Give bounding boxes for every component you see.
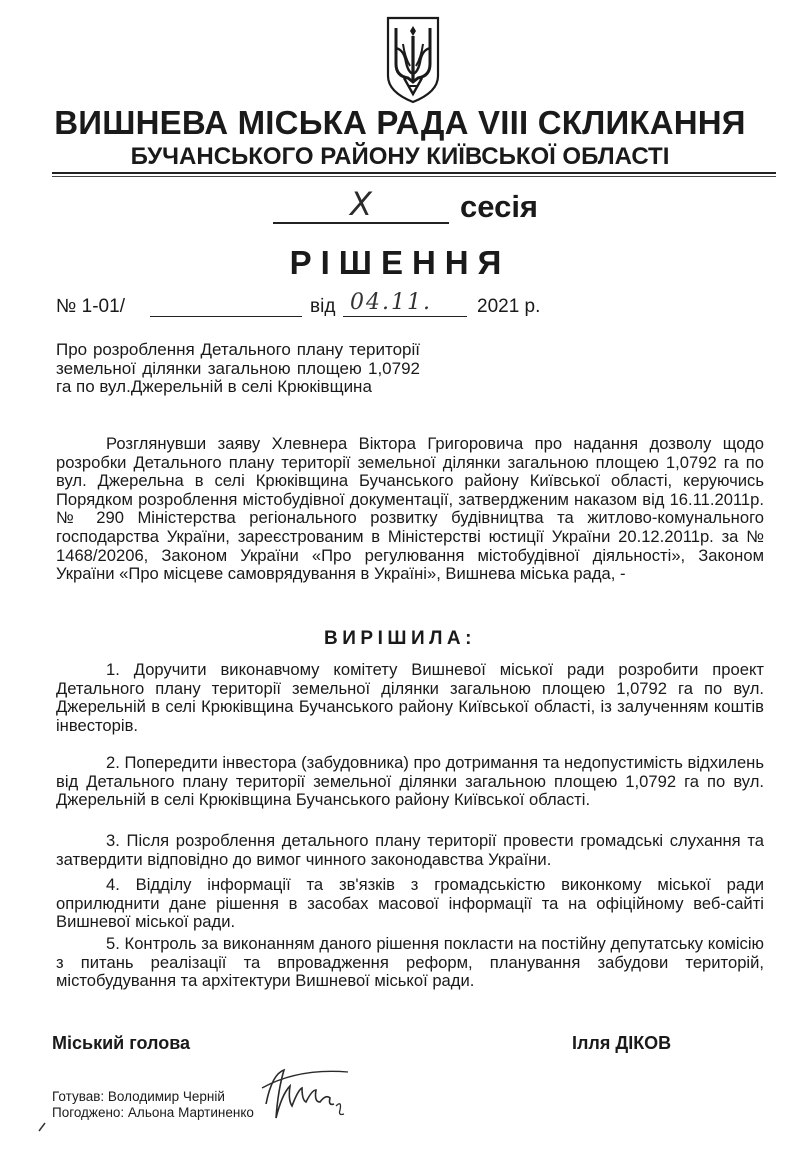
date-field	[343, 316, 467, 317]
year-text: 2021 р.	[477, 296, 541, 317]
mayor-name: Ілля ДІКОВ	[572, 1033, 672, 1053]
decision-item: 1. Доручити виконавчому комітету Вишневої міської ради розробити проект Детального плану території земельної ділянки загальною площею 1,0792 га по вул. Джерельній в селі Крюківщина Бучанського району Київської області, із залученням коштів інвесторів.	[56, 660, 764, 735]
document-number-field	[150, 316, 302, 317]
decision-item: 5. Контроль за виконанням даного рішення покласти на постійну депутатську комісію з питань реалізації та впровадження реформ, планування забудови територій, містобудування та архітектури Вишневої міської ради.	[56, 934, 764, 991]
decision-item: 3. Після розроблення детального плану території провести громадські слухання та затвердити відповідно до вимог чинного законодавства України.	[56, 831, 764, 869]
date-value: 04.11.	[350, 290, 432, 315]
trident-coat-of-arms-icon	[384, 14, 442, 104]
session-number: X	[350, 185, 372, 223]
decision-item: 2. Попередити інвестора (забудовника) про дотримання та недопустимість відхилень від Детального плану території земельної ділянки загальною площею 1,0792 га по вул. Джерельній в селі Крюківщина Бучанського району Київської області.	[56, 753, 764, 810]
resolved-heading: ВИРІШИЛА:	[324, 628, 476, 649]
council-name: ВИШНЕВА МІСЬКА РАДА VIII СКЛИКАННЯ	[54, 104, 746, 141]
document-number-label: № 1-01/	[56, 296, 125, 317]
decision-title: РІШЕННЯ	[289, 244, 511, 281]
date-label: від	[310, 296, 336, 317]
scan-mark	[38, 1122, 46, 1132]
header-divider-thin	[52, 176, 776, 177]
council-district: БУЧАНСЬКОГО РАЙОНУ КИЇВСЬКОЇ ОБЛАСТІ	[130, 143, 670, 170]
approved-by: Погоджено: Альона Мартиненко	[52, 1105, 254, 1120]
session-label: сесія	[460, 189, 539, 224]
decision-subject: Про розроблення Детального плану території земельної ділянки загальною площею 1,0792 га по вул.Джерельній в селі Крюківщина	[56, 340, 420, 396]
header-divider	[52, 172, 776, 174]
prepared-by: Готував: Володимир Черній	[52, 1089, 225, 1104]
handwritten-signature-icon	[258, 1060, 354, 1130]
preamble-paragraph: Розглянувши заяву Хлевнера Віктора Григоровича про надання дозволу щодо розробки Детального плану території земельної ділянки загальною площею 1,0792 га по вул. Джерельна в селі Крюківщина Бучанського району Київської області, керуючись Порядком розроблення містобудівної документації, затвердженим наказом від 16.11.2011р. № 290 Міністерства регіонального розвитку будівництва та житлово-комунального господарства України, зареєстрованим в Міністерстві юстиції України 20.12.2011р. за № 1468/20206, Законом України «Про регулювання містобудівної діяльності», Законом України «Про місцеве самоврядування в Україні», Вишнева міська рада, -	[56, 434, 764, 584]
decision-item: 4. Відділу інформації та зв'язків з громадськістю виконкому міської ради оприлюднити дане рішення в засобах масової інформації та на офіційному веб-сайті Вишневої міської ради.	[56, 875, 764, 932]
mayor-title: Міський голова	[52, 1033, 191, 1053]
